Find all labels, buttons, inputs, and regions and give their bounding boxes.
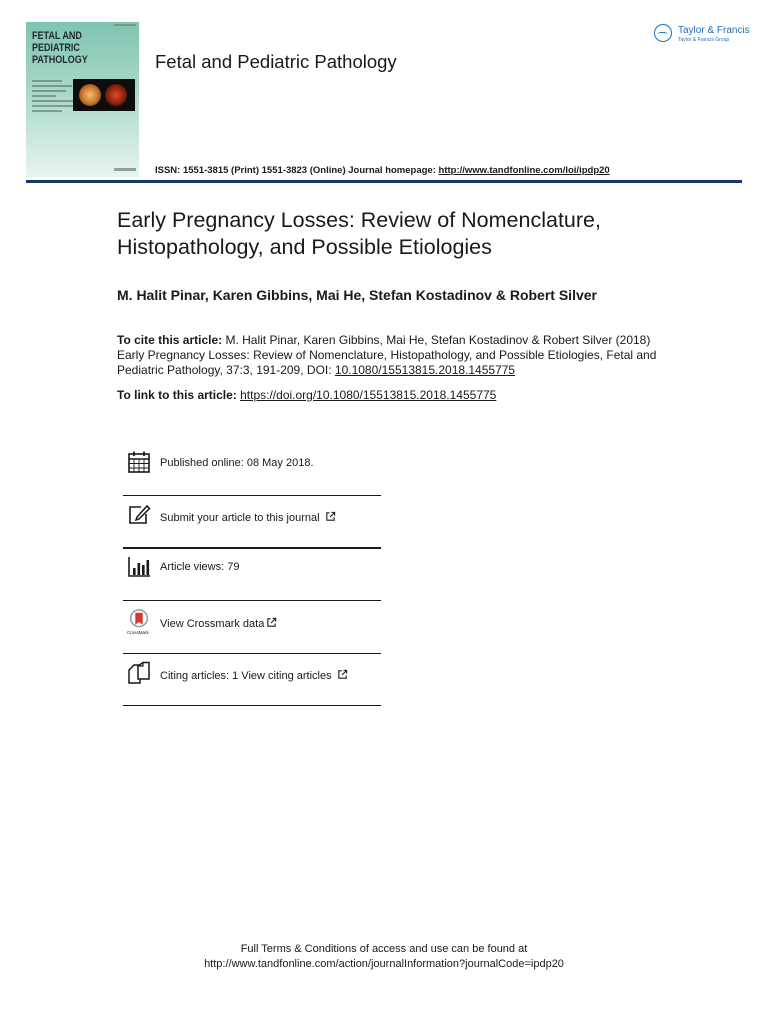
submit-row[interactable] [123, 503, 381, 531]
article-views: Article views: 79 [160, 561, 240, 573]
row-separator [123, 495, 381, 496]
publisher-group: Taylor & Francis Group [678, 37, 730, 43]
citation-label: To cite this article: [117, 333, 223, 347]
footer-line1: Full Terms & Conditions of access and use can be found at [240, 943, 528, 955]
cover-publisher-mark [114, 168, 136, 171]
header-rule [26, 180, 742, 183]
journal-homepage-link[interactable]: http://www.tandfonline.com/loi/ipdp20 [438, 165, 610, 176]
footer-terms-link[interactable]: http://www.tandfonline.com/action/journalInformation?journalCode=ipdp20 [204, 958, 564, 970]
external-link-icon [266, 617, 277, 628]
external-link-icon [337, 669, 348, 680]
cover-image [73, 79, 135, 111]
cover-top-mark [114, 24, 136, 26]
journal-name: Fetal and Pediatric Pathology [155, 51, 397, 72]
issn-text: ISSN: 1551-3815 (Print) 1551-3823 (Online) Journal homepage: [155, 165, 439, 176]
external-link-icon [325, 511, 336, 522]
row-separator [123, 600, 381, 601]
row-separator [123, 547, 381, 549]
published-online: Published online: 08 May 2018. [160, 457, 314, 469]
citation-block [117, 333, 662, 378]
edit-icon [127, 503, 151, 527]
cover-title: FETAL AND PEDIATRIC PATHOLOGY [32, 30, 88, 66]
published-row [123, 449, 381, 477]
article-title: Early Pregnancy Losses: Review of Nomenclature, Histopathology, and Possible Etiologies [117, 208, 601, 259]
row-separator [123, 653, 381, 654]
bar-chart-icon [127, 555, 151, 579]
citation-doi-link[interactable]: 10.1080/15513815.2018.1455775 [334, 363, 516, 377]
article-link-label: To link to this article: [117, 388, 241, 402]
citing-articles-icon [127, 661, 151, 685]
citation-text: M. Halit Pinar, Karen Gibbins, Mai He, Stefan Kostadinov & Robert Silver (2018) Early Pregnancy Losses: Review of Nomenclature, Histopathology, and Possible Etiologies, Fetal and Pediatric Pathology, 37:3, 191-209, DOI: [117, 333, 657, 377]
crossmark-logo-text: CrossMark [127, 630, 149, 635]
article-authors: M. Halit Pinar, Karen Gibbins, Mai He, Stefan Kostadinov & Robert Silver [117, 287, 597, 303]
crossmark-row[interactable] [123, 609, 381, 639]
article-doi-link[interactable]: https://doi.org/10.1080/15513815.2018.1455775 [240, 388, 497, 402]
calendar-icon [127, 450, 151, 474]
taylor-francis-logo[interactable] [654, 22, 750, 48]
row-separator [123, 705, 381, 706]
citing-articles-link[interactable]: Citing articles: 1 View citing articles [160, 669, 348, 682]
citing-row[interactable] [123, 661, 381, 689]
footer-terms [0, 942, 768, 972]
article-link-line [117, 388, 496, 402]
submit-article-link[interactable]: Submit your article to this journal [160, 511, 336, 524]
crossmark-link[interactable]: View Crossmark data [160, 617, 277, 630]
journal-cover [26, 22, 139, 177]
publisher-name: Taylor & Francis [678, 25, 750, 36]
taylor-francis-logo-icon [654, 24, 672, 42]
issn-line [155, 165, 610, 176]
views-row [123, 555, 381, 583]
